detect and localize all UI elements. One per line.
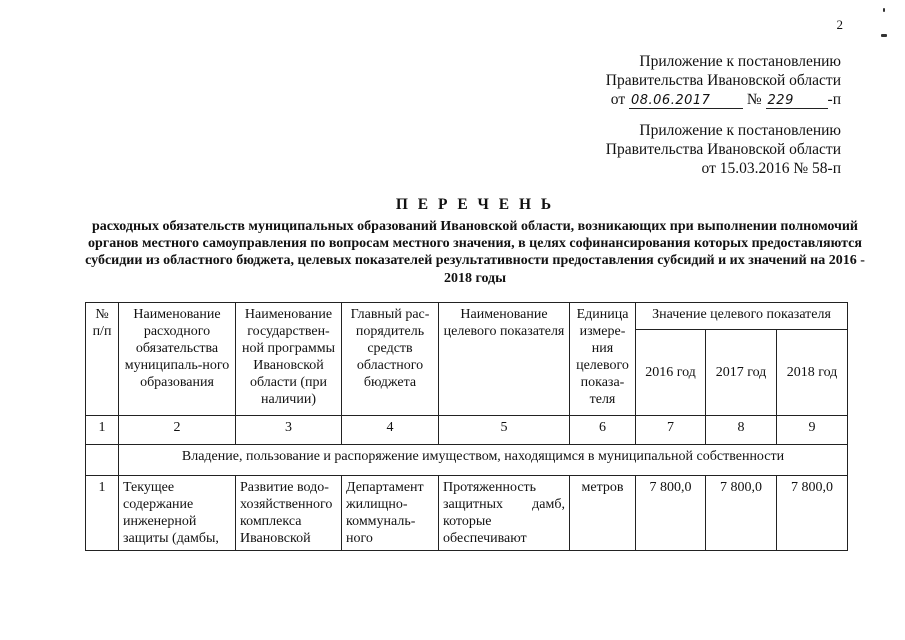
title-main: П Е Р Е Ч Е Н Ь [395, 196, 555, 213]
appendix-original [606, 121, 841, 178]
column-index: 4 [342, 416, 439, 445]
column-index: 6 [570, 416, 636, 445]
row-obligation: Текущее содержание инженерной защиты (дамбы, [119, 476, 236, 551]
row-indicator: Протяженность защитных дамб, которые обеспечивают [439, 476, 570, 551]
column-index: 2 [119, 416, 236, 445]
row-num: 1 [86, 476, 119, 551]
header-unit: Единица измере-ния целевого показа-теля [570, 303, 636, 416]
row-value-2016: 7 800,0 [636, 476, 706, 551]
column-index: 3 [236, 416, 342, 445]
appendix-current-line3 [606, 90, 841, 109]
section-row [86, 445, 848, 476]
number-suffix: -п [827, 91, 841, 108]
appendix-current-line1: Приложение к постановлению [639, 53, 841, 70]
header-year-2018: 2018 год [777, 330, 848, 416]
row-manager: Департамент жилищно-коммуналь-ного [342, 476, 439, 551]
row-value-2018: 7 800,0 [777, 476, 848, 551]
number-label: № [746, 91, 762, 108]
header-year-2017: 2017 год [706, 330, 777, 416]
row-value-2017: 7 800,0 [706, 476, 777, 551]
handwritten-date: 08.06.2017 [629, 93, 743, 109]
handwritten-number: 229 [766, 93, 828, 109]
from-label: от [610, 91, 626, 108]
appendix-original-line3: от 15.03.2016 № 58-п [701, 160, 841, 177]
column-index: 8 [706, 416, 777, 445]
header-indicator: Наименование целевого показателя [439, 303, 570, 416]
header-obligation: Наименование расходного обязательства муниципаль-ного образования [119, 303, 236, 416]
table-row [86, 476, 848, 551]
header-value-group: Значение целевого показателя [636, 303, 848, 330]
appendix-original-line2: Правительства Ивановской области [605, 141, 841, 158]
column-index: 7 [636, 416, 706, 445]
appendix-original-line1: Приложение к постановлению [639, 122, 841, 139]
page-number: 2 [836, 17, 843, 32]
table-header-row [86, 303, 848, 330]
header-program: Наименование государствен-ной программы Ивановской области (при наличии) [236, 303, 342, 416]
document-title [80, 195, 870, 287]
obligations-table [85, 302, 848, 551]
section-title: Владение, пользование и распоряжение имуществом, находящимся в муниципальной собственности [119, 445, 848, 476]
title-subtitle: расходных обязательств муниципальных образований Ивановской области, возникающих при выполнении полномочий органов местного самоуправления по вопросам местного значения, в целях софинансирования которых предоставляются субсидии из областного бюджета, целевых показателей результативности предоставления субсидий и их значений на 2016 - 2018 годы [85, 219, 865, 286]
header-manager: Главный рас-порядитель средств областного бюджета [342, 303, 439, 416]
column-index: 5 [439, 416, 570, 445]
appendix-current-line2: Правительства Ивановской области [605, 72, 841, 89]
column-index: 1 [86, 416, 119, 445]
row-program: Развитие водо-хозяйственного комплекса Ивановской [236, 476, 342, 551]
column-index: 9 [777, 416, 848, 445]
header-num: № п/п [86, 303, 119, 416]
row-unit: метров [570, 476, 636, 551]
section-num-cell [86, 445, 119, 476]
header-year-2016: 2016 год [636, 330, 706, 416]
scan-edge-marks [879, 8, 891, 48]
appendix-current [606, 52, 841, 109]
column-index-row [86, 416, 848, 445]
